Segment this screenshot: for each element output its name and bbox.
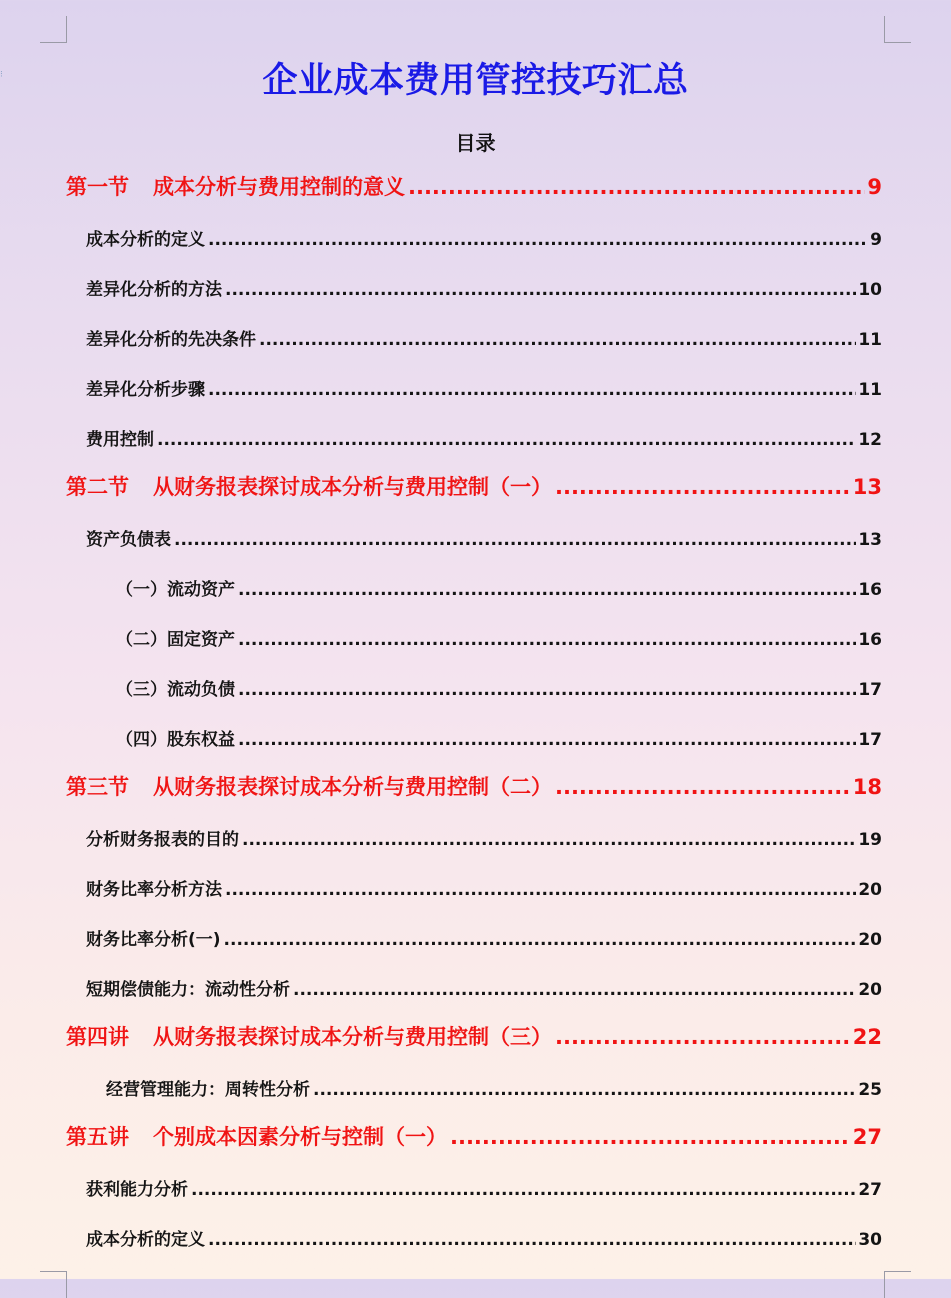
toc-dot-leader xyxy=(242,827,856,853)
toc-entry[interactable] xyxy=(116,677,882,703)
toc-entry[interactable] xyxy=(86,527,882,553)
toc-page-number: 17 xyxy=(858,730,882,750)
toc-page-number: 19 xyxy=(858,830,882,850)
toc-section-title: 从财务报表探讨成本分析与费用控制（三） xyxy=(153,1025,552,1049)
toc-section-title: 成本分析与费用控制的意义 xyxy=(153,175,405,199)
toc-entry[interactable] xyxy=(86,277,882,303)
toc-page-number: 22 xyxy=(852,1025,882,1049)
toc-entry[interactable] xyxy=(116,627,882,653)
toc-dot-leader xyxy=(208,1227,856,1253)
toc-page-number: 20 xyxy=(858,880,882,900)
toc-dot-leader xyxy=(174,527,856,553)
toc-entry-title: 差异化分析的方法 xyxy=(86,280,222,300)
toc-dot-leader xyxy=(293,977,856,1003)
toc-page-number: 17 xyxy=(858,680,882,700)
toc-dot-leader xyxy=(555,772,851,802)
toc-page-number: 18 xyxy=(852,775,882,799)
toc-section-number: 第四讲 xyxy=(66,1025,129,1049)
toc-entry[interactable] xyxy=(116,727,882,753)
page-corner-mark-top-left xyxy=(40,16,67,43)
toc-section-label xyxy=(66,772,552,802)
toc-page-number: 13 xyxy=(858,530,882,550)
toc-entry-title: 财务比率分析方法 xyxy=(86,880,222,900)
toc-entry-title: 差异化分析的先决条件 xyxy=(86,330,256,350)
toc-entry-title: 资产负债表 xyxy=(86,530,171,550)
toc-dot-leader xyxy=(224,927,857,953)
toc-entry[interactable] xyxy=(86,1227,882,1253)
toc-dot-leader xyxy=(225,877,856,903)
toc-entry-title: 短期偿债能力：流动性分析 xyxy=(86,980,290,1000)
toc-dot-leader xyxy=(225,277,856,303)
toc-page-number: 16 xyxy=(858,580,882,600)
toc-entry[interactable] xyxy=(106,1077,882,1103)
toc-section-title: 从财务报表探讨成本分析与费用控制（二） xyxy=(153,775,552,799)
toc-entry[interactable] xyxy=(86,1177,882,1203)
toc-page-number: 20 xyxy=(858,930,882,950)
toc-dot-leader xyxy=(157,427,856,453)
toc-dot-leader xyxy=(238,577,856,603)
toc-page-number: 25 xyxy=(858,1080,882,1100)
toc-entry-title: （三）流动负债 xyxy=(116,680,235,700)
toc-dot-leader xyxy=(208,377,856,403)
toc-section-label xyxy=(66,172,405,202)
page-corner-mark-bottom-left xyxy=(40,1271,67,1298)
toc-dot-leader xyxy=(450,1122,851,1152)
margin-anchor-icon: ⁝ xyxy=(0,70,3,80)
toc-entry[interactable] xyxy=(86,227,882,253)
toc-entry-title: （四）股东权益 xyxy=(116,730,235,750)
toc-section-number: 第三节 xyxy=(66,775,129,799)
toc-page-number: 9 xyxy=(870,230,882,250)
toc-section-entry[interactable] xyxy=(66,1022,882,1052)
toc-entry[interactable] xyxy=(116,577,882,603)
toc-section-entry[interactable] xyxy=(66,472,882,502)
toc-page-number: 9 xyxy=(867,175,882,199)
toc-page-number: 11 xyxy=(858,330,882,350)
toc-page-number: 12 xyxy=(858,430,882,450)
toc-entry-title: 分析财务报表的目的 xyxy=(86,830,239,850)
toc-entry-title: 获利能力分析 xyxy=(86,1180,188,1200)
toc-page-number: 27 xyxy=(858,1180,882,1200)
toc-entry-title: 费用控制 xyxy=(86,430,154,450)
toc-page-number: 11 xyxy=(858,380,882,400)
toc-entry[interactable] xyxy=(86,877,882,903)
toc-entry-title: 经营管理能力：周转性分析 xyxy=(106,1080,310,1100)
toc-dot-leader xyxy=(238,627,856,653)
toc-dot-leader xyxy=(313,1077,856,1103)
toc-entry[interactable] xyxy=(86,927,882,953)
toc-dot-leader xyxy=(238,727,856,753)
toc-entry[interactable] xyxy=(86,427,882,453)
toc-page-number: 16 xyxy=(858,630,882,650)
toc-dot-leader xyxy=(208,227,868,253)
toc-dot-leader xyxy=(555,1022,851,1052)
page-corner-mark-top-right xyxy=(884,16,911,43)
toc-section-label xyxy=(66,472,552,502)
toc-page-number: 27 xyxy=(852,1125,882,1149)
toc-page-number: 13 xyxy=(852,475,882,499)
toc-dot-leader xyxy=(191,1177,856,1203)
toc-section-number: 第五讲 xyxy=(66,1125,129,1149)
toc-entry-title: （一）流动资产 xyxy=(116,580,235,600)
page-corner-mark-bottom-right xyxy=(884,1271,911,1298)
toc-entry[interactable] xyxy=(86,377,882,403)
document-title: 企业成本费用管控技巧汇总 xyxy=(262,61,689,101)
toc-entry[interactable] xyxy=(86,327,882,353)
toc-section-label xyxy=(66,1122,447,1152)
toc-entry-title: 财务比率分析(一) xyxy=(86,930,221,950)
toc-entry-title: 成本分析的定义 xyxy=(86,1230,205,1250)
toc-dot-leader xyxy=(408,172,865,202)
toc-entry-title: （二）固定资产 xyxy=(116,630,235,650)
toc-section-entry[interactable] xyxy=(66,772,882,802)
toc-section-entry[interactable] xyxy=(66,172,882,202)
toc-section-label xyxy=(66,1022,552,1052)
toc-section-number: 第二节 xyxy=(66,475,129,499)
toc-dot-leader xyxy=(238,677,856,703)
toc-section-title: 个别成本因素分析与控制（一） xyxy=(153,1125,447,1149)
toc-page-number: 20 xyxy=(858,980,882,1000)
toc-dot-leader xyxy=(555,472,851,502)
toc-page-number: 30 xyxy=(858,1230,882,1250)
toc-heading: 目录 xyxy=(455,131,496,155)
toc-entry-title: 差异化分析步骤 xyxy=(86,380,205,400)
toc-entry[interactable] xyxy=(86,977,882,1003)
toc-section-number: 第一节 xyxy=(66,175,129,199)
toc-entry-title: 成本分析的定义 xyxy=(86,230,205,250)
toc-entry[interactable] xyxy=(86,827,882,853)
toc-dot-leader xyxy=(259,327,856,353)
toc-section-title: 从财务报表探讨成本分析与费用控制（一） xyxy=(153,475,552,499)
toc-page-number: 10 xyxy=(858,280,882,300)
toc-section-entry[interactable] xyxy=(66,1122,882,1152)
